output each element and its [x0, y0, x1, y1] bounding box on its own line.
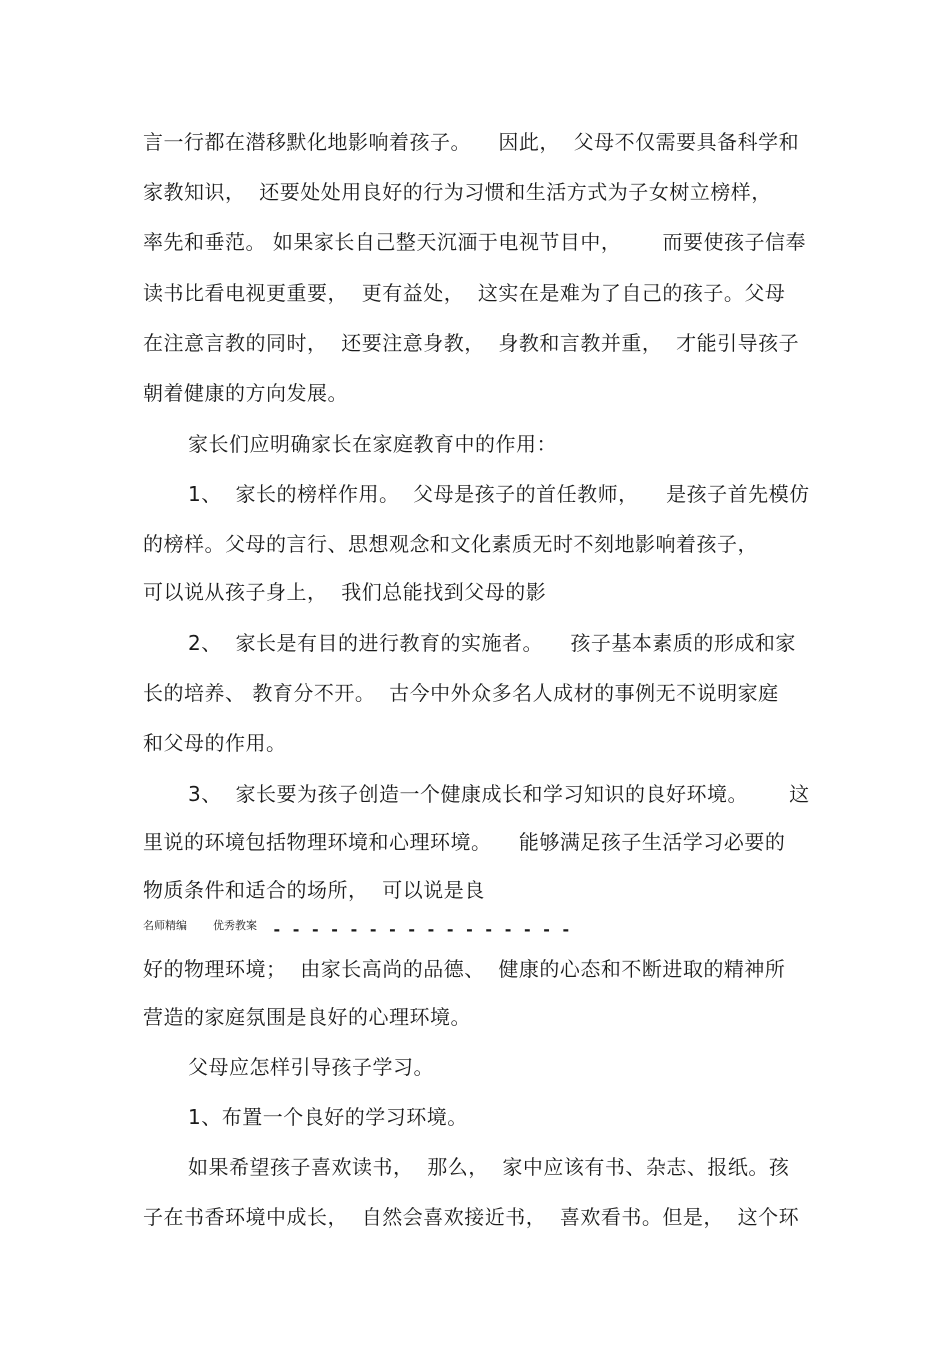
text-line: 读书比看电视更重要， 更有益处， 这实在是难为了自己的孩子。父母 [143, 281, 786, 305]
text-line: 如果希望孩子喜欢读书， 那么， 家中应该有书、杂志、报纸。孩 [188, 1155, 790, 1179]
text-line: 营造的家庭氛围是良好的心理环境。 [143, 1005, 471, 1029]
text-line: 子在书香环境中成长， 自然会喜欢接近书， 喜欢看书。但是， 这个环 [143, 1205, 800, 1229]
text-line: 长的培养、 教育分不开。 古今中外众多名人成材的事例无不说明家庭 [143, 681, 779, 705]
text-line: 物质条件和适合的场所， 可以说是良 [143, 878, 485, 902]
text-line: 在注意言教的同时， 还要注意身教， 身教和言教并重， 才能引导孩子 [143, 331, 800, 355]
text-line: 和父母的作用。 [143, 731, 287, 755]
text-line: 言一行都在潜移默化地影响着孩子。 因此， 父母不仅需要具备科学和 [143, 130, 800, 154]
footer-label-left: 名师精编 [143, 919, 187, 932]
text-line: 里说的环境包括物理环境和心理环境。 能够满足孩子生活学习必要的 [143, 830, 786, 854]
text-line: 家教知识， 还要处处用良好的行为习惯和生活方式为子女树立榜样， [143, 180, 772, 204]
footer-dashed-rule: - - - - - - - - - - - - - - - - [272, 920, 571, 939]
text-line: 可以说从孩子身上， 我们总能找到父母的影 [143, 580, 547, 604]
list-item: 2、 家长是有目的进行教育的实施者。 孩子基本素质的形成和家 [188, 631, 796, 655]
list-item: 1、 家长的榜样作用。 父母是孩子的首任教师， 是孩子首先模仿 [188, 482, 810, 506]
list-item: 3、 家长要为孩子创造一个健康成长和学习知识的良好环境。 这 [188, 782, 810, 806]
section-heading: 父母应怎样引导孩子学习。 [188, 1055, 434, 1079]
text-line: 朝着健康的方向发展。 [143, 381, 348, 405]
footer-label-right: 优秀教案 [213, 919, 257, 932]
text-line: 率先和垂范。 如果家长自己整天沉湎于电视节目中， 而要使孩子信奉 [143, 230, 807, 254]
text-line: 好的物理环境； 由家长高尚的品德、 健康的心态和不断进取的精神所 [143, 957, 786, 981]
list-item: 1、布置一个良好的学习环境。 [188, 1105, 468, 1129]
text-line: 的榜样。父母的言行、思想观念和文化素质无时不刻地影响着孩子， [143, 532, 758, 556]
section-heading: 家长们应明确家长在家庭教育中的作用： [188, 432, 557, 456]
